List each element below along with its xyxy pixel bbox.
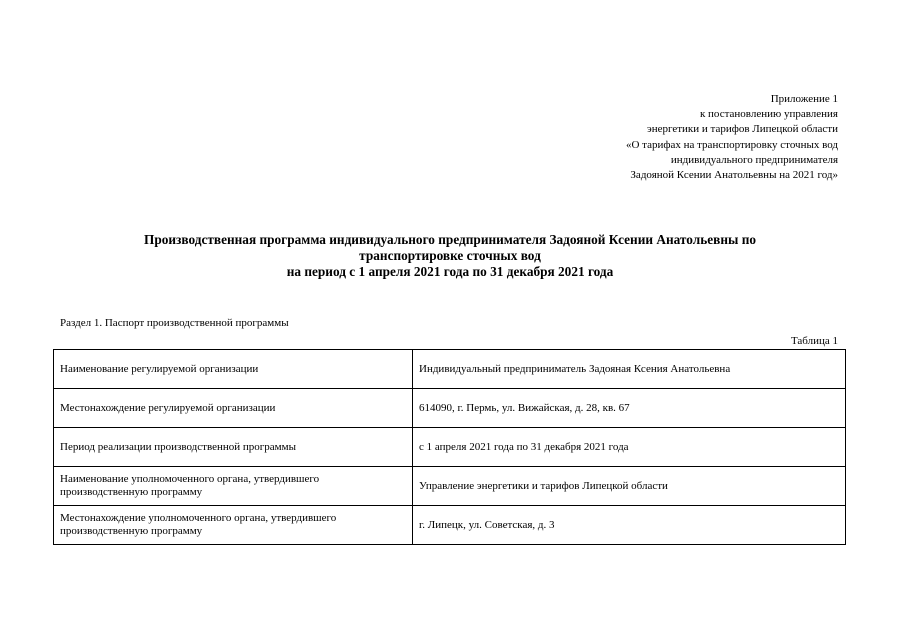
appendix-line: Задояной Ксении Анатольевны на 2021 год»: [630, 169, 838, 182]
document-title-line: Производственная программа индивидуального предпринимателя Задояной Ксении Анатольевны по: [144, 232, 756, 247]
table-row: [54, 506, 846, 545]
appendix-line: «О тарифах на транспортировку сточных вод: [625, 138, 838, 151]
table-cell-label: Период реализации производственной программы: [54, 428, 413, 467]
table-cell-value: г. Липецк, ул. Советская, д. 3: [413, 506, 846, 545]
table-label: Таблица 1: [790, 335, 838, 347]
passport-table: [53, 349, 846, 545]
table-cell-label: Наименование уполномоченного органа, утвердившего производственную программу: [54, 467, 413, 506]
appendix-line: Приложение 1: [770, 93, 838, 105]
document-title-line: на период с 1 апреля 2021 года по 31 декабря 2021 года: [286, 264, 614, 279]
appendix-line: к постановлению управления: [699, 108, 838, 121]
table-cell-label: Местонахождение уполномоченного органа, утвердившего производственную программу: [54, 506, 413, 545]
table-cell-value: Индивидуальный предприниматель Задояная Ксения Анатольевна: [413, 350, 846, 389]
table-cell-label: Наименование регулируемой организации: [54, 350, 413, 389]
table-row: [54, 350, 846, 389]
table-row: [54, 467, 846, 506]
table-row: [54, 389, 846, 428]
appendix-block: [418, 92, 838, 183]
section-heading: Раздел 1. Паспорт производственной программы: [60, 317, 289, 329]
table-cell-label: Местонахождение регулируемой организации: [54, 389, 413, 428]
document-title: [60, 232, 840, 280]
appendix-line: энергетики и тарифов Липецкой области: [646, 123, 838, 136]
document-title-line: транспортировке сточных вод: [359, 248, 541, 263]
table-cell-value: с 1 апреля 2021 года по 31 декабря 2021 года: [413, 428, 846, 467]
table-cell-value: Управление энергетики и тарифов Липецкой области: [413, 467, 846, 506]
appendix-line: индивидуального предпринимателя: [670, 153, 838, 166]
table-cell-value: 614090, г. Пермь, ул. Вижайская, д. 28, кв. 67: [413, 389, 846, 428]
table-row: [54, 428, 846, 467]
